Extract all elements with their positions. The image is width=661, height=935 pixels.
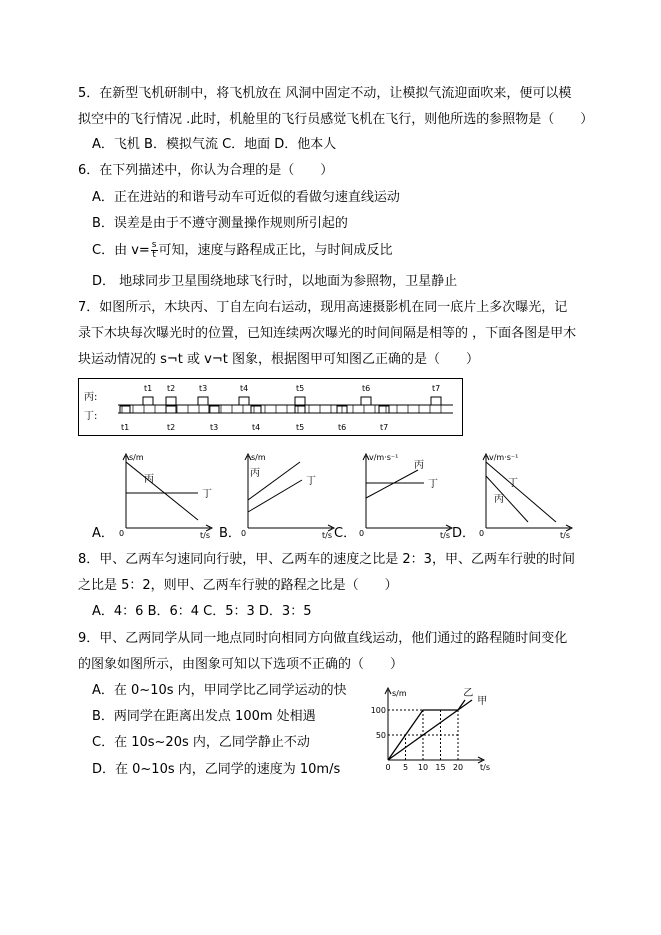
graph-option-letter: D． xyxy=(452,526,476,541)
origin-label: 0 xyxy=(479,529,485,538)
y-axis-label: s/m xyxy=(129,453,144,462)
series-label-yi: 乙 xyxy=(463,688,474,699)
q6-stem: 6．在下列描述中，你认为合理的是（ ） xyxy=(78,163,334,178)
graph-line-label: 丁 xyxy=(428,479,438,490)
q7-line3: 块运动情况的 s¬t 或 v¬t 图象，根据图甲可知图乙正确的是（ ） xyxy=(78,352,479,367)
q9-option-c: C．在 10s~20s 内，乙同学静止不动 xyxy=(92,735,310,750)
y-axis-label: v/m·s⁻¹ xyxy=(369,453,399,462)
q8-line1: 8．甲、乙两车匀速同向行驶，甲、乙两车的速度之比是 2：3，甲、乙两车行驶的时间 xyxy=(78,552,575,567)
graph-option-letter: B． xyxy=(219,526,241,541)
q6-option-c xyxy=(92,240,393,262)
q5-options: A．飞机 B．模拟气流 C．地面 D．他本人 xyxy=(92,137,337,152)
strip-frame xyxy=(79,379,463,436)
row-label-ding: 丁: xyxy=(84,411,98,422)
top-time-tick: t5 xyxy=(296,384,305,393)
bottom-time-tick: t6 xyxy=(338,423,347,432)
exposure-strip-figure xyxy=(78,378,463,438)
bottom-time-tick: t2 xyxy=(167,423,176,432)
graph-option-letter: A． xyxy=(92,526,114,541)
graph-option-a xyxy=(118,450,218,540)
origin-label: 0 xyxy=(241,529,247,538)
q7-line1: 7．如图所示，木块丙、丁自左向右运动，现用高速摄影机在同一底片上多次曝光，记 xyxy=(78,300,568,315)
bing-block xyxy=(239,397,249,405)
ding-block xyxy=(379,406,389,413)
ding-block xyxy=(251,406,261,413)
bing-block xyxy=(295,397,305,405)
ding-block xyxy=(209,406,219,413)
top-time-tick: t1 xyxy=(144,384,153,393)
origin-label: 0 xyxy=(359,529,365,538)
fraction-numerator: s xyxy=(151,240,157,250)
fraction-denominator: t xyxy=(152,250,156,260)
bottom-time-tick: t1 xyxy=(121,423,130,432)
q9-option-d: D．在 0~10s 内，乙同学的速度为 10m/s xyxy=(92,762,341,777)
x-axis-label: t/s xyxy=(440,531,450,540)
ding-block xyxy=(166,406,176,413)
y-axis-label: s/m xyxy=(392,689,407,698)
q9-line1: 9．甲、乙两同学从同一地点同时向相同方向做直线运动，他们通过的路程随时间变化 xyxy=(78,631,568,646)
ding-block xyxy=(120,406,130,413)
top-time-tick: t7 xyxy=(432,384,441,393)
q9-distance-time-chart xyxy=(370,684,498,774)
row-label-bing: 丙: xyxy=(84,392,98,403)
bottom-time-tick: t3 xyxy=(210,423,219,432)
top-time-tick: t3 xyxy=(199,384,208,393)
q8-line2: 之比是 5：2，则甲、乙两车行驶的路程之比是（ ） xyxy=(78,578,398,593)
y-axis-label: s/m xyxy=(251,453,266,462)
graph-option-b xyxy=(240,450,340,540)
q6-option-b: B．误差是由于不遵守测量操作规则所引起的 xyxy=(92,216,348,231)
x-tick-label: 0 xyxy=(385,763,391,772)
graph-option-c xyxy=(358,450,458,540)
origin-label: 0 xyxy=(119,529,125,538)
q8-options: A．4：6 B．6：4 C．5：3 D．3：5 xyxy=(92,604,312,619)
y-tick-label: 50 xyxy=(375,731,386,740)
q7-line2: 录下木块每次曝光时的位置，已知连续两次曝光的时间间隔是相等的 ，下面各图是甲木 xyxy=(78,326,577,341)
graph-line xyxy=(366,470,418,498)
graph-line-label: 丁 xyxy=(202,489,212,500)
x-axis-label: t/s xyxy=(322,531,332,540)
top-time-tick: t6 xyxy=(362,384,371,393)
graph-line-label: 丙 xyxy=(414,460,424,471)
graph-line xyxy=(486,476,528,522)
series-label-jia: 甲 xyxy=(477,696,488,707)
x-tick-label: 10 xyxy=(417,763,429,772)
bing-block xyxy=(361,397,371,405)
q5-line1: 5．在新型飞机研制中，将飞机放在 风洞中固定不动，让模拟气流迎面吹来，便可以模 xyxy=(78,86,572,101)
graph-line xyxy=(248,480,302,512)
q6-c-prefix: C．由 v= xyxy=(92,243,150,258)
bottom-time-tick: t5 xyxy=(296,423,305,432)
x-tick-label: 20 xyxy=(452,763,464,772)
x-tick-label: 5 xyxy=(402,763,409,772)
graph-line-label: 丁 xyxy=(306,476,316,487)
graph-option-d xyxy=(478,450,578,540)
graph-line-label: 丁 xyxy=(508,478,518,489)
bing-block xyxy=(143,397,153,405)
top-time-tick: t2 xyxy=(167,384,176,393)
x-axis-label: t/s xyxy=(200,531,210,540)
q9-option-a: A．在 0~10s 内，甲同学比乙同学运动的快 xyxy=(92,683,347,698)
bing-block xyxy=(431,397,441,405)
q6-c-suffix: 可知，速度与路程成正比，与时间成反比 xyxy=(158,243,393,258)
q6-option-d: D． 地球同步卫星围绕地球飞行时，以地面为参照物，卫星静止 xyxy=(92,274,458,289)
graph-line xyxy=(126,462,198,520)
bottom-time-tick: t4 xyxy=(252,423,261,432)
bing-block xyxy=(166,397,176,405)
ding-block xyxy=(295,406,305,413)
graph-line xyxy=(486,462,556,522)
graph-line-label: 丙 xyxy=(494,494,504,505)
y-axis-label: v/m·s⁻¹ xyxy=(489,453,519,462)
top-time-tick: t4 xyxy=(240,384,249,393)
q6-option-a: A．正在进站的和谐号动车可近似的看做匀速直线运动 xyxy=(92,190,400,205)
graph-line-label: 丙 xyxy=(250,468,260,479)
graph-line-label: 丙 xyxy=(144,474,154,485)
q9-line2: 的图象如图所示，由图象可知以下选项不正确的（ ） xyxy=(78,657,404,672)
x-axis-label: t/s xyxy=(480,763,490,772)
q9-option-b: B．两同学在距离出发点 100m 处相遇 xyxy=(92,709,316,724)
q5-line2: 拟空中的飞行情况 .此时，机舱里的飞行员感觉飞机在飞行，则他所选的参照物是（ ） xyxy=(78,112,594,127)
x-tick-label: 15 xyxy=(435,763,446,772)
speed-fraction xyxy=(151,241,158,260)
graph-option-letter: C． xyxy=(334,526,357,541)
bottom-time-tick: t7 xyxy=(380,423,389,432)
bing-block xyxy=(198,397,208,405)
y-tick-label: 100 xyxy=(370,706,386,715)
x-axis-label: t/s xyxy=(560,531,570,540)
